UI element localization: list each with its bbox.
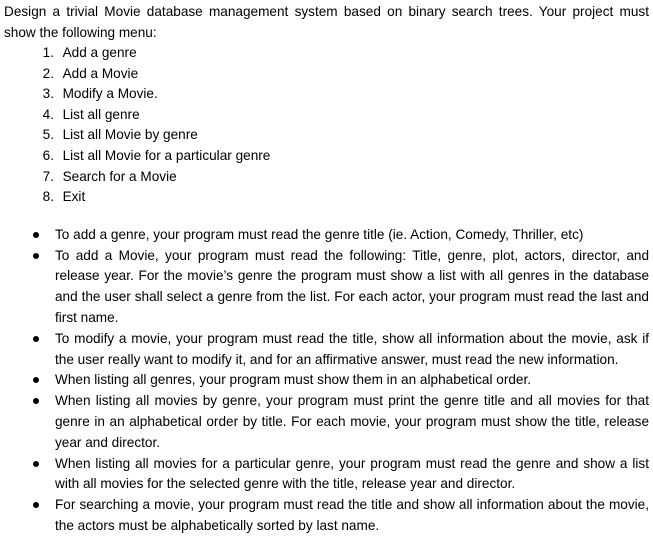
bullet-icon [33,336,39,342]
menu-item-number: 8. [42,189,54,205]
menu-item-label: Add a genre [62,45,137,60]
requirements-list [4,225,649,537]
menu-item-label: List all genre [62,106,140,122]
menu-item-number: 1. [42,45,54,60]
menu-item-number: 4. [42,106,54,122]
requirement-text: When listing all movies for a particular genre, your program must read the genre and show a list with all movies for the selected genre with the title, release year and director. [55,455,649,492]
requirement-text: When listing all movies by genre, your program must print the genre title and all movies for that genre in an alphabetical order by title. For each movie, your program must show the title, release year and director. [55,393,649,450]
requirement-item [4,454,649,496]
menu-list [4,43,649,208]
menu-item [4,64,649,85]
menu-item [4,43,649,64]
bullet-icon [33,253,39,259]
menu-item-label: Modify a Movie. [62,86,158,102]
requirement-text: To add a Movie, your program must read the following: Title, genre, plot, actors, director, and release year. For the movie’s genre the program must show a list with all genres in the database and the user shall select a genre from the list. For each actor, your program must read the last and first name. [55,247,649,325]
requirement-text: For searching a movie, your program must read the title and show all information about the movie, the actors must be alphabetically sorted by last name. [55,497,649,533]
menu-item [4,146,649,167]
menu-item-label: List all Movie for a particular genre [62,147,271,163]
menu-item-label: Search for a Movie [62,168,177,184]
requirement-item [4,329,649,371]
menu-item [4,167,649,188]
bullet-icon [33,502,39,508]
menu-item-label: List all Movie by genre [62,127,198,143]
menu-item [4,84,649,105]
menu-item-label: Add a Movie [62,65,139,81]
intro-paragraph: Design a trivial Movie database management system based on binary search trees. Your project must show the following menu: [4,4,649,40]
bullet-icon [33,377,39,383]
menu-item [4,125,649,146]
menu-item [4,105,649,126]
requirement-text: To add a genre, your program must read the genre title (ie. Action, Comedy, Thriller, etc) [55,226,584,242]
menu-item-number: 7. [42,168,54,184]
menu-item-number: 2. [42,65,54,81]
requirement-item [4,370,649,391]
requirement-text: To modify a movie, your program must read the title, show all information about the movie, ask if the user really want to modify it, and for an affirmative answer, must read the new information. [55,330,649,367]
menu-item [4,187,649,208]
requirement-item [4,495,649,537]
bullet-icon [33,398,39,404]
bullet-icon [33,232,39,238]
menu-item-number: 6. [42,147,54,163]
bullet-icon [33,461,39,467]
menu-item-number: 5. [42,127,54,143]
requirement-item [4,391,649,453]
menu-item-label: Exit [62,189,86,205]
menu-item-number: 3. [42,86,54,102]
requirement-item [4,246,649,329]
requirement-text: When listing all genres, your program must show them in an alphabetical order. [55,372,532,388]
requirement-item [4,225,649,246]
